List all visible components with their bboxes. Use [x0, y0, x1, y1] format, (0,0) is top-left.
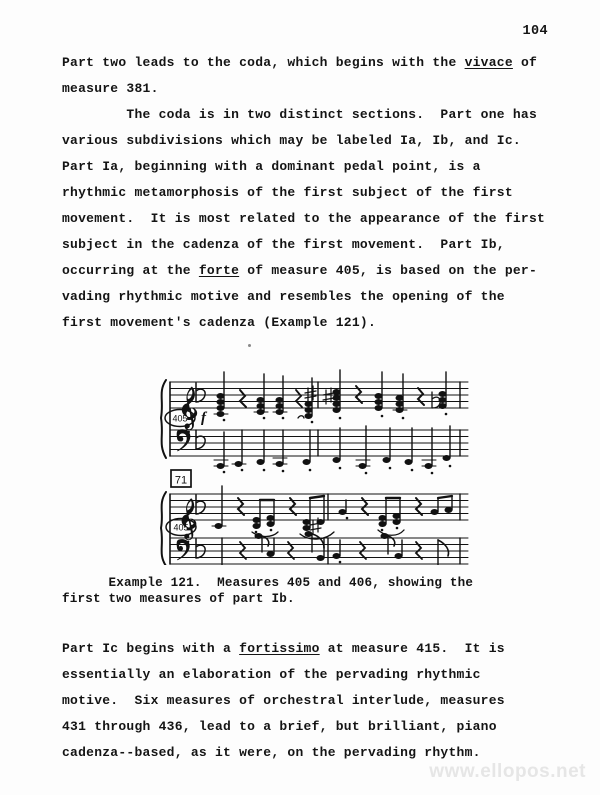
text-run: essentially an elaboration of the pervading rhythmic — [62, 667, 481, 682]
text-run: first two measures of part Ib. — [62, 591, 295, 606]
text-line — [62, 76, 542, 102]
figure-caption — [62, 576, 542, 607]
svg-text:405: 405 — [172, 413, 188, 424]
text-run: motive. Six measures of orchestral interlude, measures — [62, 693, 505, 708]
text-run: cadenza--based, as it were, on the pervading rhythm. — [62, 745, 481, 760]
svg-text:f: f — [201, 410, 206, 426]
paragraph-two — [62, 102, 546, 336]
text-line — [62, 310, 542, 336]
text-run: 431 through 436, lead to a brief, but brilliant, piano — [62, 719, 497, 734]
text-run: The coda is in two distinct sections. Part one has — [62, 107, 538, 122]
text-run: movement. It is most related to the appearance of the first — [62, 211, 546, 226]
text-line — [62, 232, 542, 258]
text-line — [62, 662, 542, 688]
paragraph-three — [62, 636, 542, 766]
text-line — [62, 206, 546, 232]
text-run: rhythmic metamorphosis of the first subject of the first — [62, 185, 513, 200]
emphasised-term: forte — [198, 263, 240, 278]
emphasised-term: fortissimo — [239, 641, 320, 656]
caption-line — [62, 592, 542, 608]
text-line — [62, 50, 542, 76]
text-run: Part two leads to the coda, which begins with the — [62, 55, 465, 70]
site-watermark: www.ellopos.net — [429, 761, 586, 782]
text-run: Part Ia, beginning with a dominant pedal point, is a — [62, 159, 481, 174]
caption-line — [62, 576, 542, 592]
text-run: subject in the cadenza of the first movement. Part Ib, — [62, 237, 505, 252]
music-example-figure — [150, 360, 490, 565]
text-run: of — [512, 55, 538, 70]
text-line — [62, 636, 542, 662]
text-run: occurring at the — [62, 263, 199, 278]
text-line — [62, 180, 542, 206]
text-run: Example 121. Measures 405 and 406, showing the — [62, 576, 474, 590]
page-number: 104 — [522, 24, 548, 39]
text-line — [62, 154, 542, 180]
text-run: vading rhythmic motive and resembles the opening of the — [62, 289, 505, 304]
text-run: various subdivisions which may be labeled Ia, Ib, and Ic. — [62, 133, 521, 148]
text-line — [62, 688, 542, 714]
text-run: measure 381. — [62, 81, 159, 96]
text-run: of measure 405, is based on the per- — [239, 263, 538, 278]
emphasised-term: vivace — [464, 55, 513, 70]
svg-text:71: 71 — [174, 474, 188, 487]
text-line — [62, 714, 542, 740]
svg-text:405: 405 — [173, 522, 189, 533]
scan-speck — [248, 344, 251, 347]
text-line — [62, 102, 542, 128]
music-notation-svg — [150, 360, 490, 565]
paragraph-one — [62, 50, 542, 102]
text-run: first movement's cadenza (Example 121). — [62, 315, 376, 330]
text-line — [62, 128, 542, 154]
text-run: at measure 415. It is — [319, 641, 505, 656]
text-line — [62, 258, 542, 284]
text-line — [62, 284, 542, 310]
text-run: Part Ic begins with a — [62, 641, 240, 656]
